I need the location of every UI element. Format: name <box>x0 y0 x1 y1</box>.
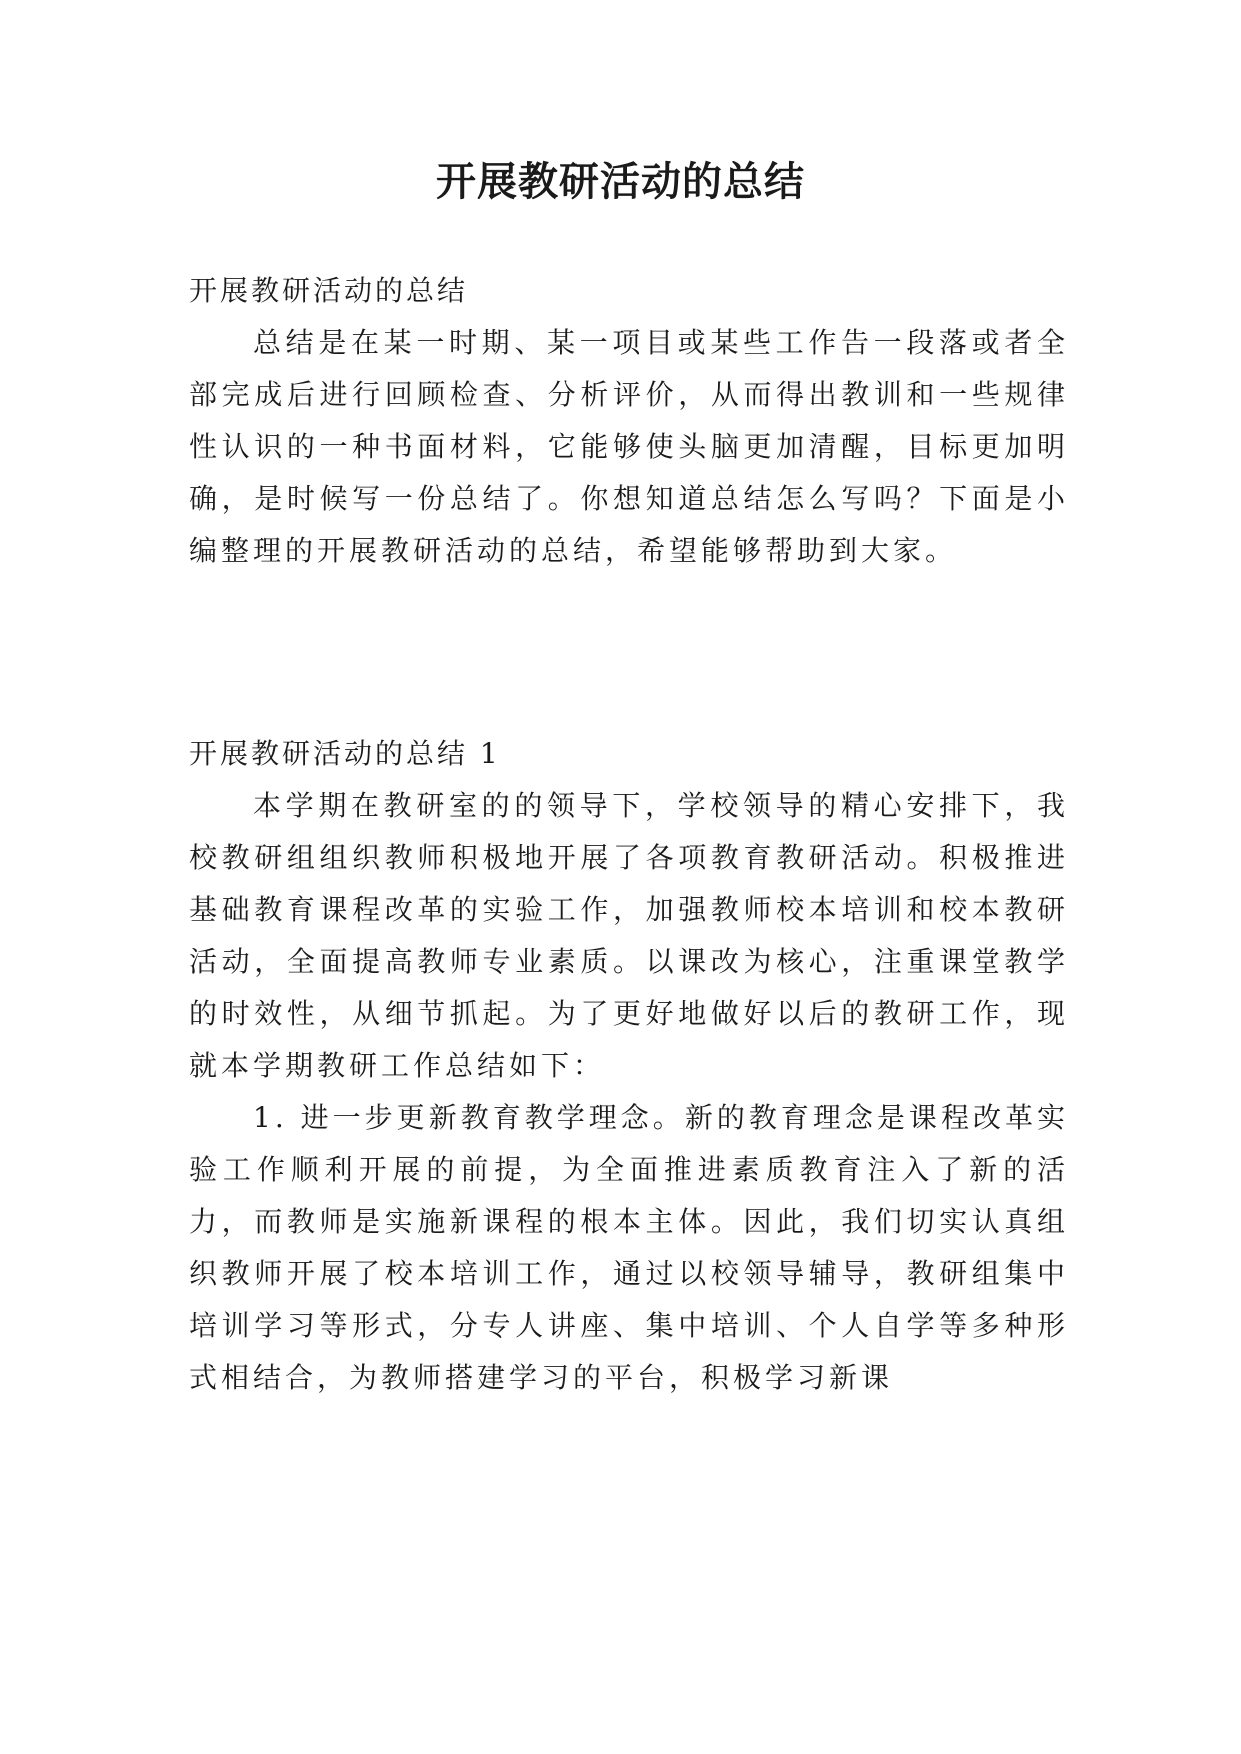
section1-body <box>189 780 1069 1404</box>
intro-paragraph: 总结是在某一时期、某一项目或某些工作告一段落或者全部完成后进行回顾检查、分析评价，从而得出教训和一些规律性认识的一种书面材料，它能够使头脑更加清醒，目标更加明确，是时候写一份总结了。你想知道总结怎么写吗？下面是小编整理的开展教研活动的总结，希望能够帮助到大家。 <box>189 326 1069 567</box>
intro-body <box>189 317 1069 577</box>
section1-heading: 开展教研活动的总结 1 <box>189 737 501 770</box>
section1-paragraph-1: 本学期在教研室的的领导下，学校领导的精心安排下，我校教研组组织教师积极地开展了各项教育教研活动。积极推进基础教育课程改革的实验工作，加强教师校本培训和校本教研活动，全面提高教师专业素质。以课改为核心，注重课堂教学的时效性，从细节抓起。为了更好地做好以后的教研工作，现就本学期教研工作总结如下： <box>189 789 1069 1082</box>
section1-paragraph-2: 1. 进一步更新教育教学理念。新的教育理念是课程改革实验工作顺利开展的前提，为全面推进素质教育注入了新的活力，而教师是实施新课程的根本主体。因此，我们切实认真组织教师开展了校本培训工作，通过以校领导辅导，教研组集中培训学习等形式，分专人讲座、集中培训、个人自学等多种形式相结合，为教师搭建学习的平台，积极学习新课 <box>189 1101 1069 1394</box>
document-title: 开展教研活动的总结 <box>436 159 805 205</box>
intro-heading: 开展教研活动的总结 <box>189 274 469 307</box>
